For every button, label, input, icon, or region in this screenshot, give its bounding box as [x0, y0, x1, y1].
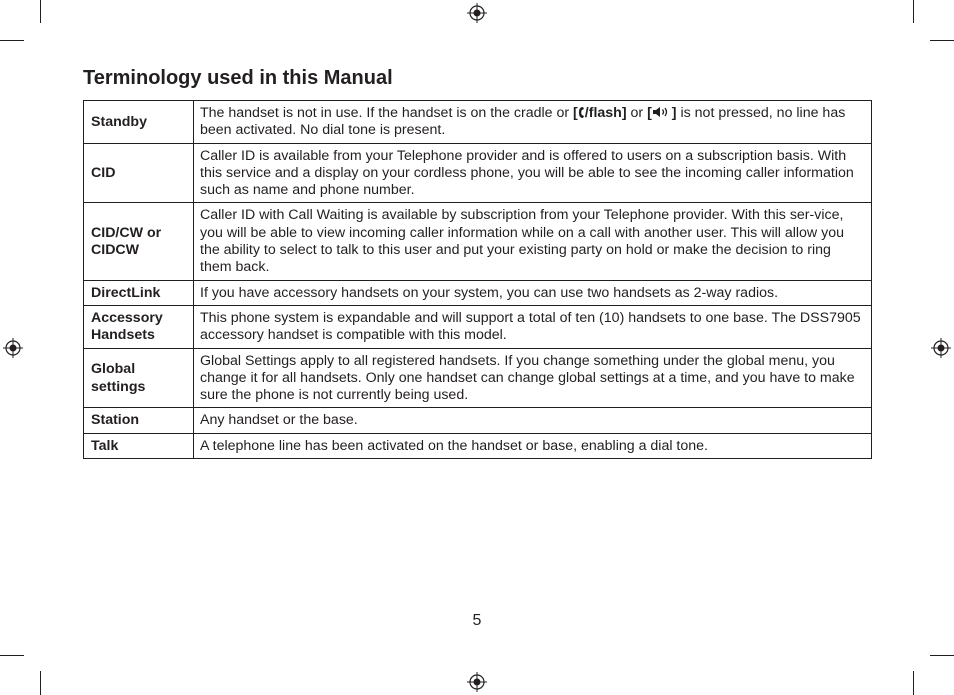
definition-text: The handset is not in use. If the handset is on the cradle or [200, 105, 574, 121]
key-bracket: ] [671, 105, 677, 121]
term-cell: Global settings [84, 348, 194, 408]
term-cell: Accessory Handsets [84, 305, 194, 348]
registration-mark-icon [467, 672, 487, 692]
table-row [84, 305, 872, 348]
crop-mark-top-right [913, 0, 914, 23]
definition-cell: Global Settings apply to all registered handsets. If you change something under the global menu, you change it for all handsets. Only one handset can change global settings at a time, and you have to make sure the phone is not currently being used. [194, 348, 872, 408]
definition-cell: A telephone line has been activated on the handset or base, enabling a dial tone. [194, 433, 872, 458]
crop-mark-top-left [40, 0, 41, 23]
definition-cell [194, 101, 872, 144]
table-row [84, 348, 872, 408]
term-cell: Station [84, 408, 194, 433]
definition-cell: Any handset or the base. [194, 408, 872, 433]
definition-cell: If you have accessory handsets on your system, you can use two handsets as 2-way radios. [194, 280, 872, 305]
definition-text: is not pressed, no line has been activated. No dial tone is present. [200, 105, 846, 139]
key-bracket: [ [573, 105, 578, 121]
terminology-table [83, 100, 872, 459]
key-bracket: [ [647, 105, 652, 121]
speaker-key-label [647, 105, 676, 121]
term-cell: DirectLink [84, 280, 194, 305]
table-row [84, 203, 872, 280]
definition-cell: Caller ID with Call Waiting is available by subscription from your Telephone provider. With this ser-vice, you will be able to view incoming caller information while on a call with another user. This will allow you the ability to select to talk to this user and put your existing party on hold or make the decision to ring them back. [194, 203, 872, 280]
speaker-icon [652, 106, 672, 118]
crop-mark-bottom-right [913, 671, 914, 695]
registration-mark-icon [931, 338, 951, 358]
term-cell: Talk [84, 433, 194, 458]
crop-mark-bottom-right-h [930, 655, 954, 656]
term-cell: CID [84, 143, 194, 203]
page-number: 5 [472, 612, 482, 629]
term-cell: Standby [84, 101, 194, 144]
phone-handset-icon [578, 106, 585, 119]
registration-mark-icon [467, 3, 487, 23]
table-row [84, 433, 872, 458]
crop-mark-bottom-left-h [0, 655, 24, 656]
crop-mark-top-left-h [0, 40, 24, 41]
definition-cell: Caller ID is available from your Telephone provider and is offered to users on a subscription basis. With this service and a display on your cordless phone, you will be able to see the incoming caller information such as name and phone number. [194, 143, 872, 203]
table-row [84, 143, 872, 203]
table-row [84, 101, 872, 144]
flash-key-label [573, 105, 627, 121]
definition-text: or [626, 105, 648, 121]
flash-label: /flash] [584, 105, 627, 121]
crop-mark-bottom-left [40, 671, 41, 695]
term-cell: CID/CW or CIDCW [84, 203, 194, 280]
registration-mark-icon [3, 338, 23, 358]
crop-mark-top-right-h [930, 40, 954, 41]
table-row [84, 280, 872, 305]
table-row [84, 408, 872, 433]
definition-cell: This phone system is expandable and will support a total of ten (10) handsets to one base. The DSS7905 accessory handset is compatible with this model. [194, 305, 872, 348]
page-title: Terminology used in this Manual [83, 67, 393, 89]
